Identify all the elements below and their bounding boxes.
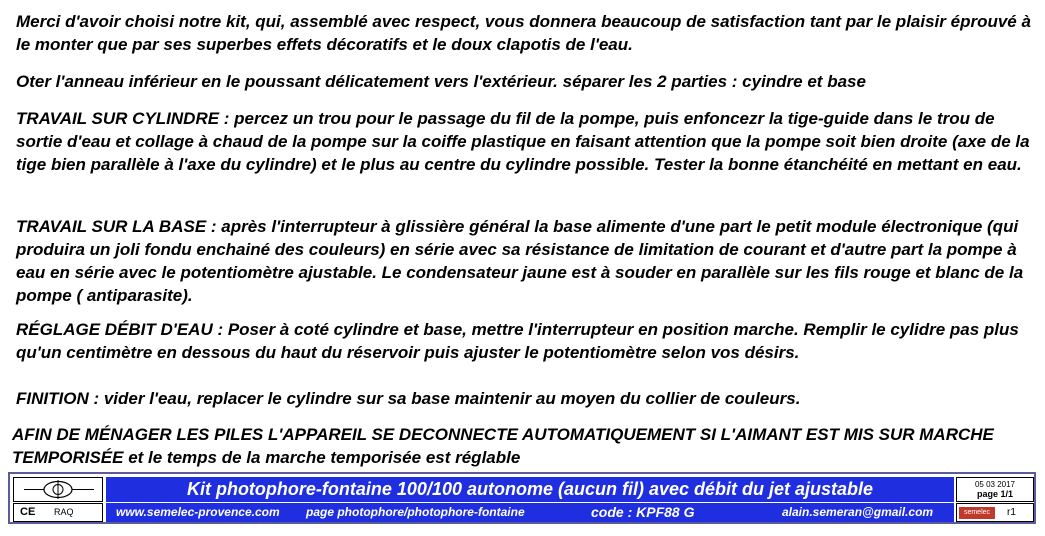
revision: r1 — [1007, 507, 1016, 518]
cylinder-paragraph: TRAVAIL SUR CYLINDRE : percez un trou pour le passage du fil de la pompe, puis enfoncezr la tige-guide dans le trou de sortie d'eau et collage à chaud de la pompe sur la coiffe plastique en faisant attention que la pompe soit bien droite (axe de la tige bien parallèle à l'axe du cylindre) et le plus au centre du cylindre possible. Tester la bonne étanchéité en mettant en eau. — [16, 109, 1030, 174]
finish-heading: FINITION : — [16, 389, 100, 408]
flow-heading: RÉGLAGE DÉBIT D'EAU : — [16, 320, 224, 339]
raq-mark: RAQ — [54, 507, 74, 517]
disassembly-paragraph: Oter l'anneau inférieur en le poussant délicatement vers l'extérieur. séparer les 2 parties : cyindre et base — [16, 72, 866, 91]
cylinder-heading: TRAVAIL SUR CYLINDRE : — [16, 109, 230, 128]
certification-marks — [13, 503, 103, 522]
info-bar — [106, 503, 954, 522]
base-paragraph: TRAVAIL SUR LA BASE : après l'interrupteur à glissière général la base alimente d'une part le petit module électronique (qui produira un joli fondu enchainé des couleurs) en série avec sa résistance de limitation de courant et d'autre part la pompe à eau en série avec le potentiomètre ajustable. Le condensateur jaune est à souder en parallèle sur les fils rouge et blanc de la pompe ( antiparasite). — [16, 217, 1024, 305]
footer-box — [8, 472, 1036, 524]
product-code: code : KPF88 G — [591, 504, 695, 520]
page-label: page — [976, 489, 998, 499]
base-heading: TRAVAIL SUR LA BASE : — [16, 217, 217, 236]
finish-paragraph: FINITION : vider l'eau, replacer le cylindre sur sa base maintenir au moyen du collier de couleurs. — [16, 389, 801, 408]
page-number: 1/1 — [1000, 489, 1014, 499]
intro-paragraph: Merci d'avoir choisi notre kit, qui, assemblé avec respect, vous donnera beaucoup de satisfaction tant par le plaisir éprouvé à le monter que par ses superbes effets décoratifs et le doux clapotis de l'eau. — [16, 12, 1031, 54]
semelec-logo — [13, 477, 103, 502]
ce-mark: CE — [20, 506, 36, 518]
battery-heading: AFIN DE MÉNAGER LES PILES L'APPAREIL SE DECONNECTE AUTOMATIQUEMENT SI L'AIMANT EST MIS SUR MARCHE TEMPORISÉE — [12, 425, 994, 467]
flow-paragraph: RÉGLAGE DÉBIT D'EAU : Poser à coté cylindre et base, mettre l'interrupteur en position marche. Remplir le cylidre pas plus qu'un centimètre en dessous du haut du réservoir puis ajuster le potentiomètre selon vos désirs. — [16, 320, 1019, 362]
revision-box — [956, 503, 1034, 522]
brand-mini-logo: semelec — [959, 507, 995, 519]
page-reference: page photophore/photophore-fontaine — [306, 505, 525, 519]
email-link[interactable]: alain.semeran@gmail.com — [782, 505, 934, 519]
battery-paragraph: AFIN DE MÉNAGER LES PILES L'APPAREIL SE DECONNECTE AUTOMATIQUEMENT SI L'AIMANT EST MIS SUR MARCHE TEMPORISÉE et le temps de la marche temporisée est réglable — [12, 425, 994, 467]
kit-title: Kit photophore-fontaine 100/100 autonome (aucun fil) avec débit du jet ajustable — [106, 477, 954, 502]
website-link[interactable]: www.semelec-provence.com — [116, 505, 280, 519]
date-page-box — [956, 477, 1034, 502]
logo-icon — [14, 478, 102, 501]
date: 05 03 2017 — [974, 480, 1016, 489]
